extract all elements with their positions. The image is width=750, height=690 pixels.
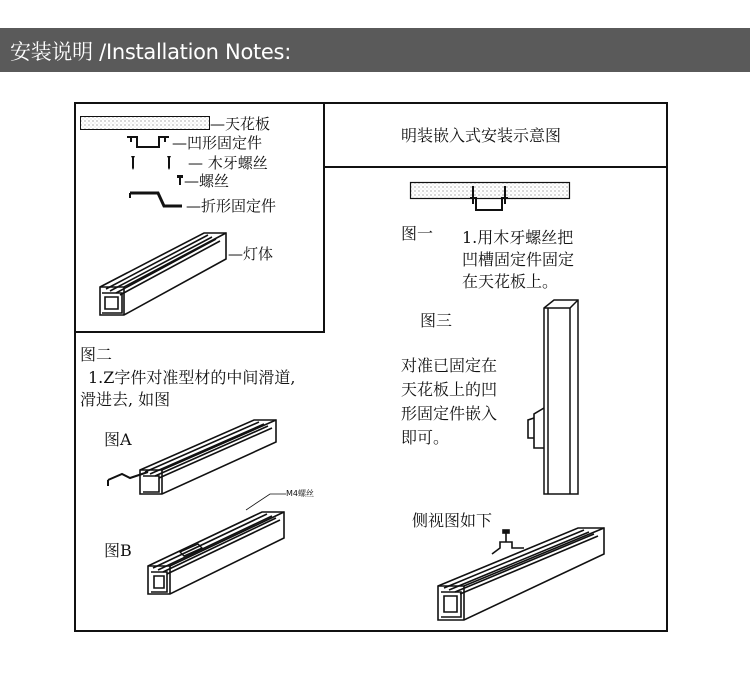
- fig-a-lamp-illustration: [104, 416, 284, 498]
- ceiling-bracket-illustration: [410, 182, 570, 214]
- legend-folded-bracket: —折形固定件: [186, 197, 277, 215]
- fig1-text-line2: 凹槽固定件固定: [462, 250, 575, 269]
- screw-icon: [176, 174, 184, 186]
- fig1-text-line1: 1.用木牙螺丝把: [462, 228, 574, 247]
- fig-a-label: 图A: [104, 430, 132, 449]
- fig3-text-line1: 对准已固定在: [401, 356, 498, 375]
- fig3-vertical-lamp-illustration: [522, 298, 584, 498]
- legend-lamp-body: —灯体: [228, 245, 274, 263]
- fig3-label: 图三: [420, 311, 453, 330]
- m4-screw-label: M4螺丝: [286, 489, 314, 498]
- lamp-body-illustration: [96, 225, 231, 325]
- fig2-text-line2: 滑进去, 如图: [80, 390, 171, 409]
- ceiling-panel-icon: [80, 116, 210, 130]
- legend-ceiling: —天花板: [210, 115, 271, 133]
- fig1-label: 图一: [401, 224, 434, 243]
- fig3-text-line2: 天花板上的凹: [401, 380, 498, 399]
- diagram-title: 明装嵌入式安装示意图: [401, 126, 562, 145]
- divider-left: [74, 331, 325, 333]
- concave-bracket-icon: [125, 134, 171, 152]
- section-title: 安装说明 /Installation Notes:: [10, 40, 291, 64]
- side-view-label: 侧视图如下: [412, 511, 493, 530]
- fig3-text-line3: 形固定件嵌入: [401, 404, 498, 423]
- legend-screw: —螺丝: [184, 172, 230, 190]
- divider-vertical: [323, 102, 325, 332]
- fig-b-lamp-illustration: [144, 508, 289, 600]
- fig-b-label: 图B: [104, 541, 132, 560]
- section-header: [0, 28, 750, 72]
- folded-bracket-icon: [128, 190, 184, 212]
- legend-wood-screw: — 木牙螺丝: [188, 154, 268, 172]
- divider-top-right: [323, 166, 668, 168]
- side-view-lamp-illustration: [432, 520, 612, 626]
- fig2-text-line1: 1.Z字件对准型材的中间滑道,: [88, 368, 296, 387]
- fig3-text-line4: 即可。: [401, 428, 450, 447]
- legend-concave-bracket: —凹形固定件: [172, 134, 263, 152]
- wood-screw-icon: [128, 154, 178, 170]
- fig1-text-line3: 在天花板上。: [462, 272, 559, 291]
- fig2-label: 图二: [80, 345, 113, 364]
